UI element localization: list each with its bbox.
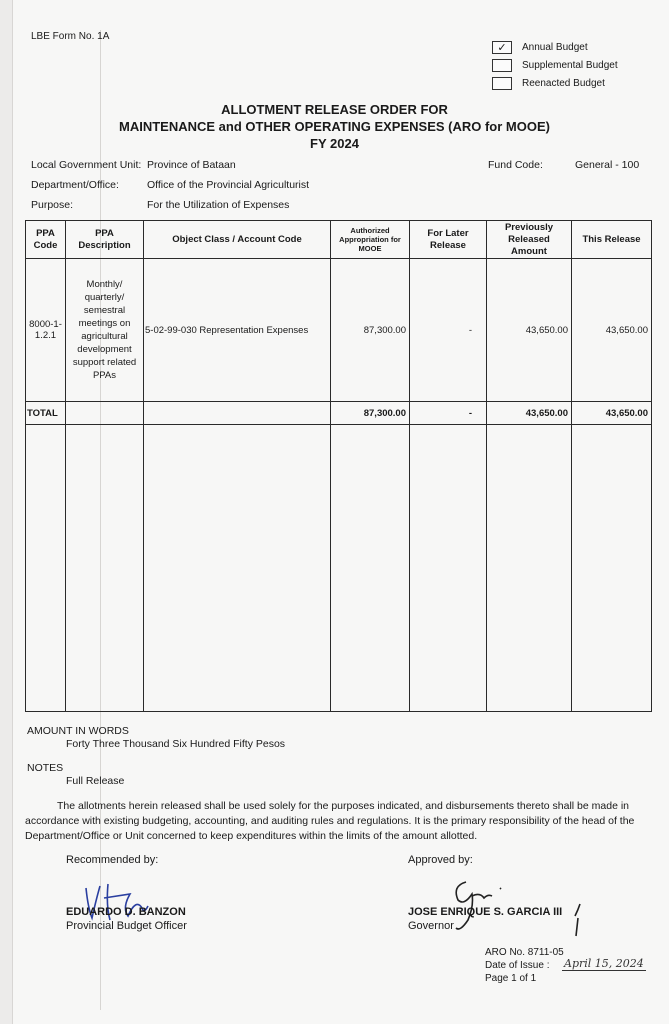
header-previously-released: Previously Released Amount <box>487 221 572 259</box>
total-for-later: - <box>410 402 487 425</box>
document-title-line2: MAINTENANCE and OTHER OPERATING EXPENSES (ARO for MOOE) <box>119 119 550 134</box>
budget-option-reenacted[interactable] <box>492 77 605 90</box>
recommended-by-label: Recommended by: <box>66 854 159 866</box>
approver-title: Governor <box>408 920 454 932</box>
total-empty-cell <box>66 402 144 425</box>
page-number: Page 1 of 1 <box>485 973 537 984</box>
header-this-release: This Release <box>572 221 652 259</box>
document-title-line3: FY 2024 <box>310 136 359 151</box>
lgu-value: Province of Bataan <box>147 159 236 171</box>
fund-code-value: General - 100 <box>575 159 640 171</box>
total-authorized: 87,300.00 <box>331 402 410 425</box>
aro-number: ARO No. 8711-05 <box>485 947 564 958</box>
approved-by-label: Approved by: <box>408 854 473 866</box>
recommender-name: EDUARDO D. BANZON <box>66 906 186 918</box>
budget-option-label: Annual Budget <box>522 42 588 53</box>
cell-object-class: 5-02-99-030 Representation Expenses <box>144 259 331 402</box>
budget-option-supplemental[interactable] <box>492 59 618 72</box>
total-row <box>26 402 652 425</box>
page-edge <box>0 0 13 1024</box>
total-empty-cell <box>144 402 331 425</box>
checkbox-checked-icon[interactable]: ✓ <box>492 41 512 54</box>
cell-ppa-description: Monthly/ quarterly/ semestral meetings on agricultural development support related PPAs <box>66 259 144 402</box>
document-title-line1: ALLOTMENT RELEASE ORDER FOR <box>221 102 448 117</box>
total-previously-released: 43,650.00 <box>487 402 572 425</box>
total-label: TOTAL <box>26 402 66 425</box>
purpose-label: Purpose: <box>31 199 74 211</box>
header-object-class: Object Class / Account Code <box>144 221 331 259</box>
notes-value: Full Release <box>66 775 125 787</box>
allotment-table <box>25 220 652 712</box>
purpose-value: For the Utilization of Expenses <box>147 199 290 211</box>
header-for-later-release: For Later Release <box>410 221 487 259</box>
amount-in-words-label: AMOUNT IN WORDS <box>27 725 129 737</box>
approver-name: JOSE ENRIQUE S. GARCIA III <box>408 906 563 918</box>
release-conditions-paragraph: The allotments herein released shall be used solely for the purposes indicated, and disbursements thereto shall be made in accordance with existing budgeting, accounting, and auditing rules and regulations. It is the primary responsibility of the head of the Department/Office or Unit concerned to keep expenditures within the limits of the amount allotted. <box>25 800 635 842</box>
notes-label: NOTES <box>27 762 64 774</box>
date-of-issue-value: April 15, 2024 <box>564 957 644 970</box>
header-authorized-appropriation: Authorized Appropriation for MOOE <box>331 221 410 259</box>
cell-previously-released: 43,650.00 <box>487 259 572 402</box>
header-ppa-code: PPA Code <box>26 221 66 259</box>
date-of-issue-label: Date of Issue : <box>485 960 550 971</box>
table-row <box>26 259 652 402</box>
department-label: Department/Office: <box>31 179 119 191</box>
lgu-label: Local Government Unit: <box>31 159 142 171</box>
fund-code-label: Fund Code: <box>488 159 543 171</box>
total-this-release: 43,650.00 <box>572 402 652 425</box>
cell-for-later: - <box>410 259 487 402</box>
header-ppa-description: PPA Description <box>66 221 144 259</box>
amount-in-words-value: Forty Three Thousand Six Hundred Fifty Pesos <box>66 738 286 750</box>
cell-ppa-code: 8000-1-1.2.1 <box>26 259 66 402</box>
form-number: LBE Form No. 1A <box>31 31 110 42</box>
checkbox-icon[interactable] <box>492 77 512 90</box>
cell-this-release: 43,650.00 <box>572 259 652 402</box>
budget-option-label: Supplemental Budget <box>522 60 618 71</box>
checkbox-icon[interactable] <box>492 59 512 72</box>
budget-option-annual[interactable] <box>492 41 588 54</box>
budget-option-label: Reenacted Budget <box>522 78 605 89</box>
table-header-row <box>26 221 652 259</box>
recommender-title: Provincial Budget Officer <box>66 920 187 932</box>
department-value: Office of the Provincial Agriculturist <box>147 179 310 191</box>
empty-table-area <box>26 425 652 712</box>
cell-authorized: 87,300.00 <box>331 259 410 402</box>
